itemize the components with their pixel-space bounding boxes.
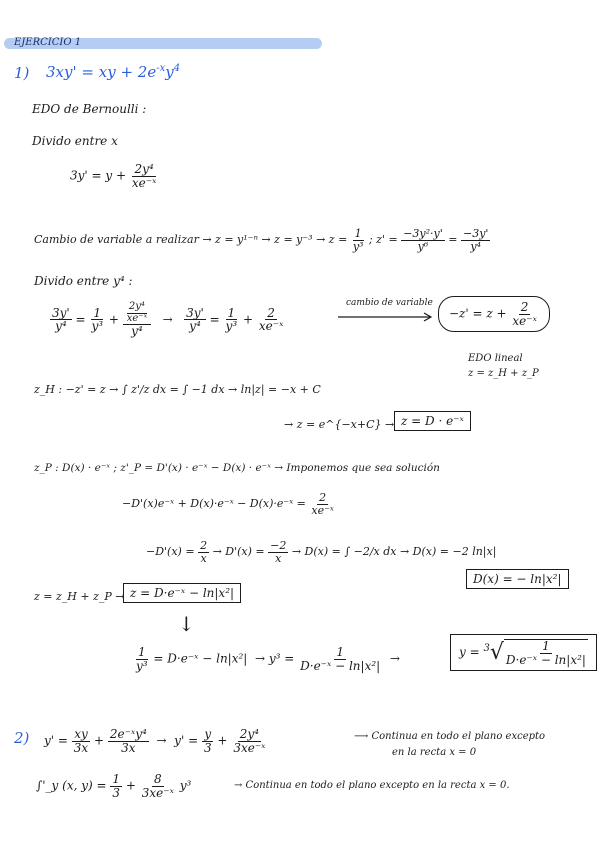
change-arrow-icon — [336, 312, 436, 322]
final-boxed-solution: y = $^3$√ $\frac{1}{\text{D·e⁻ˣ − ln|x²|}}$ — [450, 634, 597, 671]
problem-2-number: 2) — [14, 729, 30, 747]
zh-boxed-result: z = D · e⁻ˣ — [394, 411, 471, 431]
z-boxed-result: z = D·e⁻ˣ − ln|x²| — [123, 583, 241, 603]
d-boxed-result: D(x) = − ln|x²| — [466, 569, 569, 589]
linear-edo-formula: z = z_H + z_P — [468, 368, 539, 379]
zp-substitution: −D'(x)e⁻ˣ + D(x)·e⁻ˣ − D(x)·e⁻ˣ = $\frac{2}{\text{xe⁻ˣ}}$ — [122, 491, 334, 517]
divide-y4-label: Divido entre y⁴ : — [34, 274, 133, 288]
divided-by-y4-equation: $\frac{3y'}{\text{y⁴}}$ = $\frac{1}{\text{y³}}$ + $\frac{\frac{\text{2y⁴}}{\text{xe⁻ˣ}}}{\text{y⁴}}$ → $\frac{3y'}{\text{y⁴}}$ = $\frac{1}{\text{y³}}$ + $\frac{2}{\text{xe⁻ˣ}}$ — [52, 301, 284, 338]
divide-x-label: Divido entre x — [32, 134, 118, 148]
zh-line-2: → z = e^{−x+C} → — [284, 418, 395, 431]
linear-edo-label: EDO lineal — [468, 353, 523, 364]
problem-2-note-1: ⟶ Continua en todo el plano excepto — [354, 731, 546, 742]
z-sum-line: z = z_H + z_P → — [34, 590, 125, 603]
final-substitution: $\frac{1}{\text{y³}}$ = D·e⁻ˣ − ln|x²| → y³ = $\frac{1}{\text{D·e⁻ˣ − ln|x²|}}$ → — [136, 645, 400, 673]
change-of-variable-line: Cambio de variable a realizar → z = y¹⁻ⁿ → z = y⁻³ → z = $\frac{1}{\text{y³}}$ ; z' = $\frac{\text{−3y²·y'}}{\text{y⁶}}$ = $\frac{-3y'}{\text{y⁴}}$ — [34, 227, 489, 253]
divided-equation: 3y' = y + $\frac{\text{2y⁴}}{\text{xe⁻ˣ}}$ — [70, 162, 157, 190]
section-title: EJERCICIO 1 — [14, 37, 82, 48]
problem-2-note-2: → Continua en todo el plano excepto en la recta x = 0. — [234, 780, 510, 791]
problem-2-equation: y' = $\frac{xy}{3x}$ + $\frac{\text{2e⁻ˣy⁴}}{3x}$ → y' = $\frac{y}{3}$ + $\frac{\text{2y⁴}}{\text{3xe⁻ˣ}}$ — [44, 727, 266, 755]
linear-edo-box: −z' = z + $\frac{2}{\text{xe⁻ˣ}}$ — [438, 296, 550, 332]
problem-1-equation: 3xy' = xy + $2e^{-x}y^4$ — [46, 63, 181, 81]
change-arrow-label: cambio de variable — [346, 298, 433, 308]
down-arrow-icon: ↓ — [178, 612, 195, 636]
problem-2-partial: ∫'_y (x, y) = $\frac{1}{3}$ + $\frac{8}{\text{3xe⁻ˣ}}$ y³ — [36, 772, 192, 800]
zp-line: z_P : D(x) · e⁻ˣ ; z'_P = D'(x) · e⁻ˣ − D(x) · e⁻ˣ → Imponemos que sea solución — [34, 462, 440, 474]
problem-2-note-1b: en la recta x = 0 — [392, 747, 477, 758]
bernoulli-label: EDO de Bernoulli : — [32, 102, 147, 116]
d-prime-line: −D'(x) = $\frac{2}{x}$ → D'(x) = $\frac{-2}{x}$ → D(x) = ∫ −2/x dx → D(x) = −2 ln|x| — [146, 539, 497, 565]
problem-1-number: 1) — [14, 64, 30, 82]
zh-line: z_H : −z' = z → ∫ z'/z dx = ∫ −1 dx → ln|z| = −x + C — [34, 383, 321, 396]
